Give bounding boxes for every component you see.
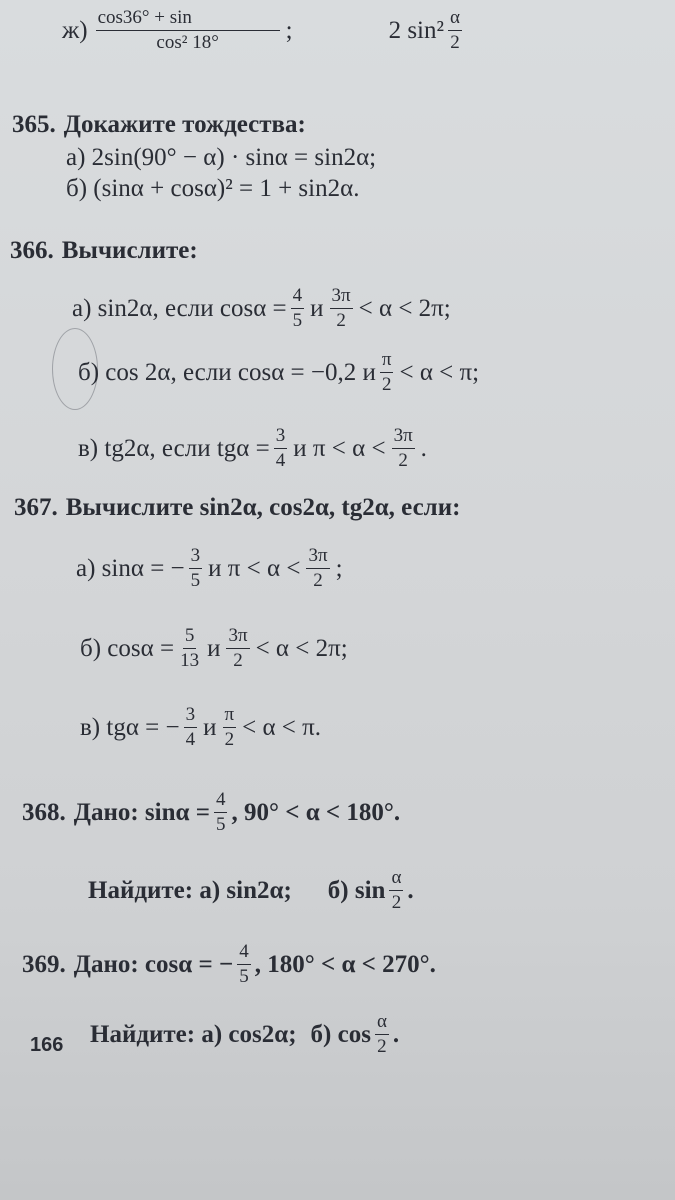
numerator: 3π <box>226 626 249 649</box>
conjunction: и <box>203 713 217 741</box>
find-a: Найдите: а) cos2α; <box>90 1020 297 1048</box>
denominator: cos² 18° <box>156 31 219 53</box>
condition-text: а) sin2α, если cosα = <box>72 294 287 322</box>
given-range: , 90° < α < 180°. <box>231 798 401 826</box>
numerator: α <box>448 8 462 31</box>
identity-a: а) 2sin(90° − α) · sinα = sin2α; <box>66 144 377 171</box>
period: . <box>392 1020 400 1048</box>
numerator: 3π <box>330 286 353 309</box>
problem-365-heading <box>12 112 306 137</box>
inequality: < α < 2π; <box>358 294 451 322</box>
problem-368-find <box>88 868 414 913</box>
denominator: 5 <box>239 965 249 987</box>
problem-title: Докажите тождества: <box>63 111 306 138</box>
item-label: ж) <box>62 16 88 44</box>
problem-364-zh <box>62 8 466 53</box>
denominator: 5 <box>190 569 201 591</box>
problem-369-find <box>90 1012 399 1057</box>
numerator: π <box>380 350 394 373</box>
find-b: б) cos <box>310 1020 371 1048</box>
page-number: 166 <box>30 1034 64 1056</box>
problem-368-given <box>22 790 400 835</box>
fraction <box>189 546 203 591</box>
denominator: 5 <box>215 813 226 835</box>
conjunction: и <box>310 294 324 322</box>
fraction <box>330 286 353 331</box>
period: . <box>420 434 427 462</box>
denominator: 2 <box>336 309 346 331</box>
fraction <box>389 868 403 913</box>
problem-366-b <box>78 350 481 395</box>
given-range: , 180° < α < 270°. <box>254 950 436 978</box>
problem-number: 369. <box>22 950 66 978</box>
denominator: 5 <box>292 309 303 331</box>
fraction <box>237 942 251 987</box>
numerator: 4 <box>237 942 251 965</box>
given-text: Дано: sinα = <box>73 798 210 826</box>
problem-366-c <box>78 426 429 471</box>
fraction <box>291 286 305 331</box>
condition-text: в) tg2α, если tgα = <box>78 434 270 462</box>
condition-text: а) sinα = − <box>76 554 185 582</box>
numerator: 5 <box>183 626 197 649</box>
identity-b: б) (sinα + cosα)² = 1 + sin2α. <box>66 175 360 202</box>
denominator: 2 <box>233 649 243 671</box>
numerator: 3π <box>392 426 415 449</box>
conjunction: и <box>207 634 221 662</box>
condition-text: б) cosα = <box>80 634 175 662</box>
denominator: 2 <box>398 449 408 471</box>
denominator: 2 <box>224 728 235 750</box>
fraction <box>98 8 278 53</box>
denominator: 4 <box>185 728 196 750</box>
problem-365-b <box>66 176 359 201</box>
fraction <box>214 790 228 835</box>
fraction <box>448 8 462 53</box>
denominator: 2 <box>450 31 460 53</box>
inequality: и π < α < <box>293 434 386 462</box>
inequality: < α < π; <box>399 358 480 386</box>
problem-365-a <box>66 145 376 170</box>
fraction <box>226 626 249 671</box>
fraction <box>274 426 288 471</box>
problem-title: Вычислите sin2α, cos2α, tg2α, если: <box>65 494 461 521</box>
find-b: б) sin <box>327 876 386 904</box>
problem-366-heading <box>10 238 198 263</box>
inequality: < α < 2π; <box>255 634 348 662</box>
find-a: Найдите: а) sin2α; <box>88 876 292 904</box>
condition-text: в) tgα = − <box>80 713 180 741</box>
separator: ; <box>285 16 293 44</box>
numerator: 4 <box>291 286 305 309</box>
condition-text: б) cos 2α, если cosα = −0,2 и <box>78 358 376 386</box>
problem-number: 368. <box>22 798 66 826</box>
numerator: 3 <box>189 546 203 569</box>
numerator: cos36° + sin <box>96 8 280 31</box>
problem-367-c <box>80 705 323 750</box>
numerator: α <box>375 1012 389 1035</box>
inequality: и π < α < <box>208 554 301 582</box>
fraction <box>184 705 198 750</box>
denominator: 2 <box>381 373 392 395</box>
fraction <box>178 626 201 671</box>
denominator: 2 <box>377 1035 387 1057</box>
denominator: 13 <box>180 649 200 671</box>
denominator: 2 <box>391 891 402 913</box>
denominator: 4 <box>275 449 286 471</box>
denominator: 2 <box>313 569 323 591</box>
problem-number: 367. <box>14 494 58 521</box>
numerator: π <box>223 705 237 728</box>
semicolon: ; <box>335 554 343 582</box>
fraction <box>223 705 237 750</box>
numerator: α <box>389 868 403 891</box>
problem-367-b <box>80 626 350 671</box>
problem-369-given <box>22 942 436 987</box>
numerator: 4 <box>214 790 228 813</box>
fraction <box>375 1012 389 1057</box>
problem-number: 365. <box>12 111 56 138</box>
problem-title: Вычислите: <box>61 237 198 264</box>
given-text: Дано: cosα = − <box>73 950 234 978</box>
inequality: < α < π. <box>242 713 322 741</box>
expression: 2 sin² <box>388 16 444 44</box>
problem-366-a <box>72 286 453 331</box>
fraction <box>392 426 415 471</box>
numerator: 3 <box>274 426 288 449</box>
fraction <box>380 350 394 395</box>
problem-367-a <box>76 546 345 591</box>
numerator: 3 <box>184 705 198 728</box>
problem-number: 366. <box>10 237 54 264</box>
period: . <box>407 876 414 904</box>
fraction <box>306 546 329 591</box>
problem-367-heading <box>14 495 460 520</box>
numerator: 3π <box>306 546 329 569</box>
